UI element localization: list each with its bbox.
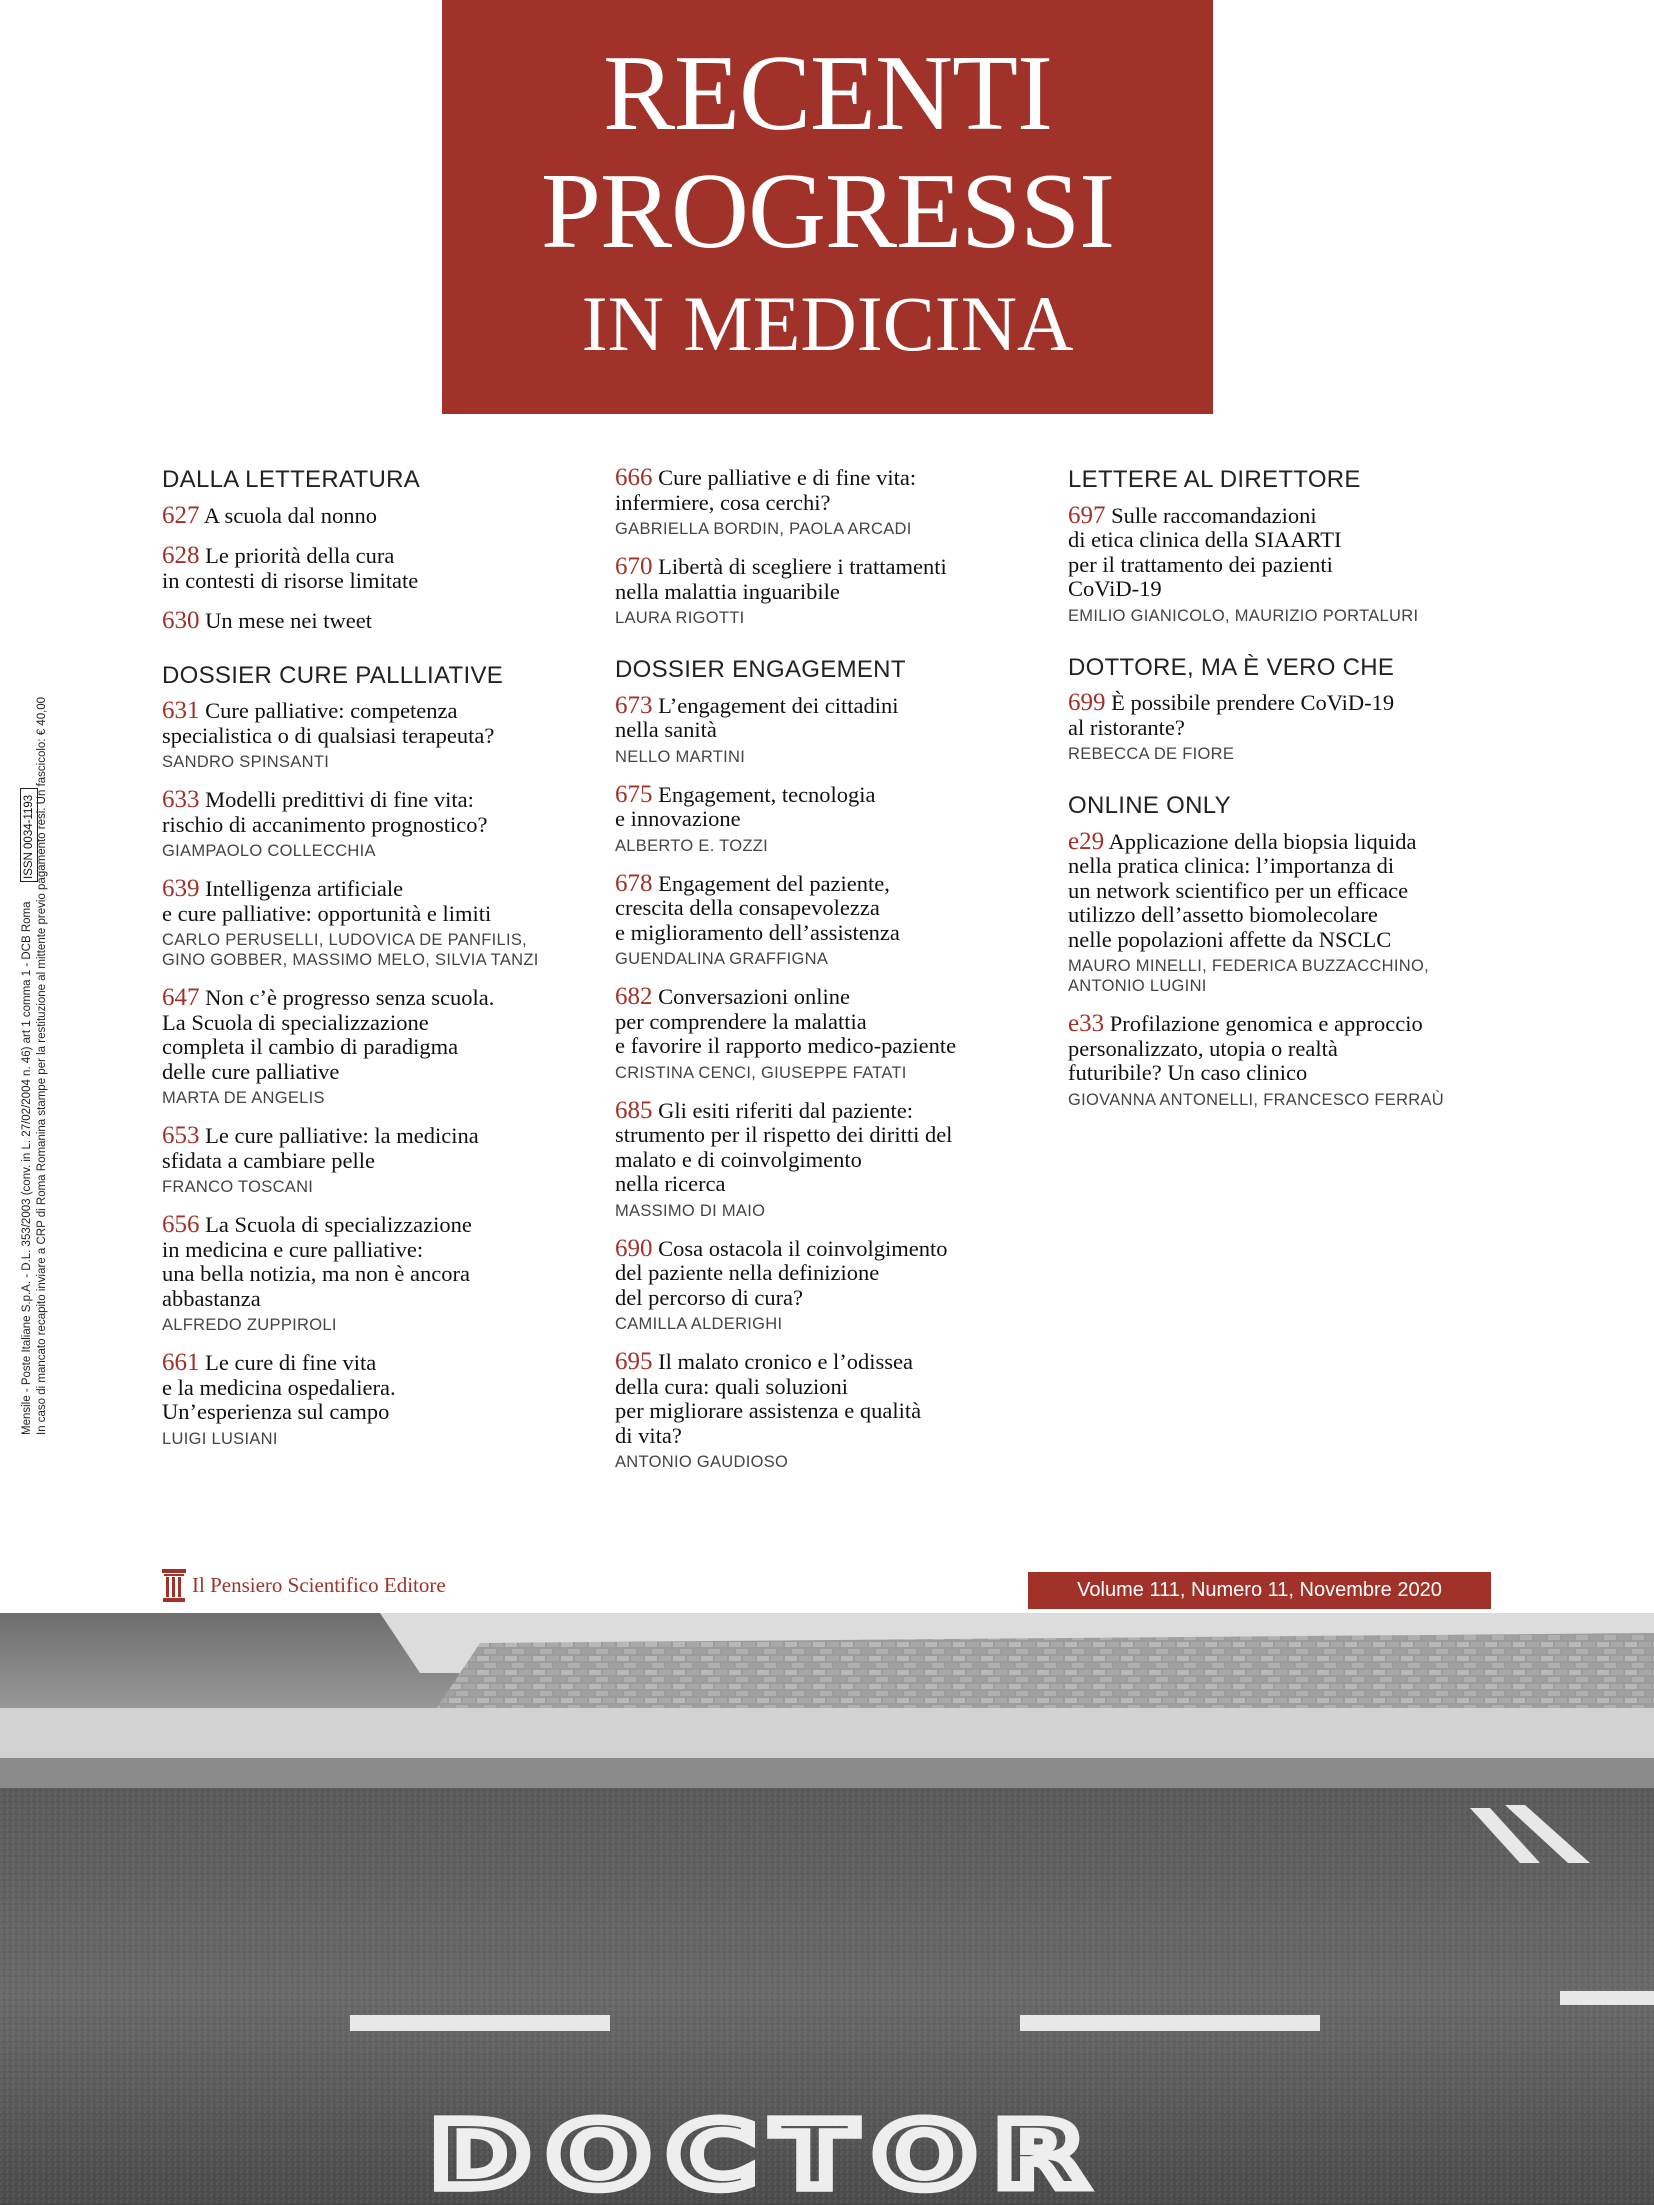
road-photo: [0, 1613, 1654, 2205]
article-title: [162, 1124, 592, 1173]
article-title-line: rischio di accanimento prognostico?: [162, 811, 488, 837]
article-title-line: A scuola dal nonno: [203, 502, 377, 528]
masthead-title-line-1: RECENTI: [603, 34, 1052, 153]
toc-entry[interactable]: [162, 544, 592, 593]
page-number: 675: [615, 780, 653, 808]
article-title-line: una bella notizia, ma non è ancora: [162, 1261, 470, 1287]
page-number: 630: [162, 607, 200, 635]
page-number: 628: [162, 542, 200, 570]
article-title: [615, 780, 1045, 832]
article-authors: LUIGI LUSIANI: [162, 1429, 278, 1448]
article-title: [615, 466, 1045, 515]
toc-entry[interactable]: [1068, 501, 1508, 626]
article-title-line: per comprendere la malattia: [615, 1008, 867, 1034]
issn-label: ISSN 0034-1193: [23, 794, 35, 879]
column-logo-icon: [160, 1565, 188, 1605]
page-number: 653: [162, 1122, 200, 1150]
article-title: [615, 1350, 1045, 1448]
toc-entry[interactable]: [615, 869, 1045, 970]
article-authors: MARTA DE ANGELIS: [162, 1089, 325, 1108]
article-title-line: È possibile prendere CoViD-19: [1111, 690, 1395, 716]
publisher-name: Il Pensiero Scientifico Editore: [192, 1572, 446, 1597]
toc-column-1: [162, 466, 592, 1465]
page-number: 633: [162, 786, 200, 814]
article-authors: ANTONIO LUGINI: [1068, 977, 1207, 996]
masthead-subtitle: IN MEDICINA: [581, 280, 1074, 367]
toc-entry[interactable]: [615, 691, 1045, 767]
article-title-line: specialistica o di qualsiasi terapeuta?: [162, 722, 495, 748]
volume-issue-bar: [1028, 1572, 1491, 1609]
cover-photo: [0, 1613, 1654, 2205]
page-number: 627: [162, 501, 200, 529]
page-number: 631: [162, 697, 200, 725]
article-title-line: in medicina e cure palliative:: [162, 1236, 424, 1262]
masthead-title-line-2: PROGRESSI: [540, 152, 1115, 271]
article-title-line: Intelligenza artificiale: [205, 876, 404, 902]
article-authors: NELLO MARTINI: [615, 747, 746, 766]
article-authors: CARLO PERUSELLI, LUDOVICA DE PANFILIS,: [162, 931, 528, 950]
article-authors: MASSIMO DI MAIO: [615, 1201, 766, 1220]
article-title-line: al ristorante?: [1068, 714, 1185, 740]
article-authors: GIOVANNA ANTONELLI, FRANCESCO FERRAÙ: [1068, 1090, 1445, 1109]
page-number: 647: [162, 984, 200, 1012]
article-title-line: Libertà di scegliere i trattamenti: [658, 554, 947, 579]
toc-entry[interactable]: [162, 699, 592, 772]
article-title-line: futuribile? Un caso clinico: [1068, 1060, 1308, 1086]
article-authors: CRISTINA CENCI, GIUSEPPE FATATI: [615, 1063, 907, 1082]
article-title-line: strumento per il rispetto dei diritti del: [615, 1122, 953, 1148]
article-title-line: e cure palliative: opportunità e limiti: [162, 900, 492, 926]
article-authors: ALBERTO E. TOZZI: [615, 836, 769, 855]
page-number: 661: [162, 1349, 200, 1377]
article-title: [162, 877, 592, 926]
page-number: 699: [1068, 689, 1106, 717]
article-title: [1068, 691, 1508, 740]
article-title-line: CoViD-19: [1068, 576, 1162, 602]
toc-entry[interactable]: [615, 466, 1045, 539]
article-title-line: personalizzato, utopia o realtà: [1068, 1035, 1338, 1061]
article-authors: EMILIO GIANICOLO, MAURIZIO PORTALURI: [1068, 606, 1419, 625]
article-title-line: nelle popolazioni affette da NSCLC: [1068, 926, 1392, 952]
section-heading: LETTERE AL DIRETTORE: [1068, 466, 1361, 493]
article-title-line: Cure palliative: competenza: [205, 698, 458, 724]
toc-entry[interactable]: [615, 1234, 1045, 1335]
article-title-line: di etica clinica della SIAARTI: [1068, 527, 1342, 553]
article-title-line: nella sanità: [615, 717, 717, 743]
section-heading: DOTTORE, MA È VERO CHE: [1068, 653, 1395, 681]
article-title-line: e miglioramento dell’assistenza: [615, 919, 900, 945]
article-title-line: per migliorare assistenza e qualità: [615, 1398, 922, 1424]
toc-entry[interactable]: [615, 1350, 1045, 1472]
article-title-line: La Scuola di specializzazione: [205, 1212, 472, 1238]
toc-entry[interactable]: [615, 1096, 1045, 1221]
article-title-line: nella ricerca: [615, 1171, 726, 1197]
article-authors: LAURA RIGOTTI: [615, 609, 745, 627]
article-authors: GUENDALINA GRAFFIGNA: [615, 950, 829, 969]
article-title-line: nella malattia inguaribile: [615, 578, 840, 604]
article-title: [1068, 501, 1508, 602]
article-title-line: per il trattamento dei pazienti: [1068, 551, 1333, 577]
page-number: 682: [615, 983, 653, 1011]
article-authors: GABRIELLA BORDIN, PAOLA ARCADI: [615, 520, 912, 538]
article-title: [1068, 827, 1508, 953]
article-title: [1068, 1012, 1508, 1086]
article-title-line: del percorso di cura?: [615, 1284, 804, 1310]
toc-entry[interactable]: [162, 609, 592, 634]
article-title-line: in contesti di risorse limitate: [162, 567, 419, 593]
article-title: [615, 555, 1045, 604]
article-title: [162, 699, 592, 748]
article-title-line: Applicazione della biopsia liquida: [1108, 828, 1417, 854]
toc-entry[interactable]: [1068, 827, 1508, 997]
article-title-line: utilizzo dell’assetto biomolecolare: [1068, 902, 1378, 928]
article-title: [162, 1351, 592, 1425]
toc-entry[interactable]: [615, 985, 1045, 1083]
article-authors: MAURO MINELLI, FEDERICA BUZZACCHINO,: [1068, 957, 1430, 976]
article-title-line: crescita della consapevolezza: [615, 895, 880, 921]
article-title-line: Un mese nei tweet: [205, 608, 372, 634]
article-title: [162, 1213, 592, 1311]
page-number: 678: [615, 869, 653, 897]
page-number: 690: [615, 1234, 653, 1262]
article-authors: GINO GOBBER, MASSIMO MELO, SILVIA TANZI: [162, 951, 539, 970]
toc-entry[interactable]: [162, 1351, 592, 1449]
article-title-line: Cure palliative e di fine vita:: [658, 465, 917, 490]
article-authors: REBECCA DE FIORE: [1068, 745, 1235, 764]
article-title-line: Cosa ostacola il coinvolgimento: [658, 1235, 948, 1261]
road-text: DOCTOR: [430, 2104, 1104, 2205]
article-title-line: sfidata a cambiare pelle: [162, 1147, 376, 1173]
page-number: 685: [615, 1096, 653, 1124]
article-authors: CAMILLA ALDERIGHI: [615, 1315, 783, 1334]
toc-entry[interactable]: [162, 788, 592, 861]
section-heading: ONLINE ONLY: [1068, 792, 1231, 820]
article-title-line: Gli esiti riferiti dal paziente:: [658, 1097, 914, 1123]
article-title-line: infermiere, cosa cerchi?: [615, 489, 831, 515]
toc-entry[interactable]: [162, 501, 592, 529]
section-heading: DOSSIER ENGAGEMENT: [615, 656, 906, 683]
issn-box: [20, 788, 38, 882]
page-number: 639: [162, 875, 200, 903]
volume-issue-text: Volume 111, Numero 11, Novembre 2020: [1077, 1579, 1442, 1601]
article-title: [615, 869, 1045, 946]
toc-entry[interactable]: [615, 555, 1045, 628]
page-number: 697: [1068, 501, 1106, 529]
toc-entry[interactable]: [162, 1124, 592, 1197]
page-number: 695: [615, 1348, 653, 1376]
article-title-line: Le priorità della cura: [205, 543, 395, 569]
article-title-line: abbastanza: [162, 1285, 261, 1311]
article-title: [615, 985, 1045, 1059]
page-number: 670: [615, 553, 653, 580]
article-title-line: Profilazione genomica e approccio: [1109, 1011, 1423, 1037]
toc-entry[interactable]: [162, 986, 592, 1108]
article-title: [162, 788, 592, 837]
toc-entry[interactable]: [1068, 1012, 1508, 1110]
article-authors: GIAMPAOLO COLLECCHIA: [162, 842, 376, 861]
section-heading: DOSSIER CURE PALLLIATIVE: [162, 661, 504, 689]
article-title-line: nella pratica clinica: l’importanza di: [1068, 853, 1395, 879]
article-title: [615, 1234, 1045, 1311]
article-title-line: Engagement, tecnologia: [658, 781, 876, 807]
toc-entry[interactable]: [162, 877, 592, 970]
article-title-line: Sulle raccomandazioni: [1111, 502, 1317, 528]
publisher: [160, 1565, 446, 1605]
article-title-line: Non c’è progresso senza scuola.: [205, 985, 495, 1011]
article-title-line: La Scuola di specializzazione: [162, 1009, 429, 1035]
article-authors: ANTONIO GAUDIOSO: [615, 1453, 789, 1472]
article-title: [162, 544, 592, 593]
toc-entry[interactable]: [1068, 691, 1508, 764]
article-title-line: del paziente nella definizione: [615, 1260, 880, 1286]
article-title-line: Conversazioni online: [658, 984, 850, 1010]
article-authors: ALFREDO ZUPPIROLI: [162, 1316, 337, 1335]
article-title-line: Il malato cronico e l’odissea: [658, 1349, 914, 1375]
page-number: 666: [615, 464, 653, 491]
masthead: [442, 0, 1213, 414]
article-title-line: un network scientifico per un efficace: [1068, 877, 1409, 903]
article-title-line: Le cure palliative: la medicina: [205, 1123, 479, 1149]
postal-line-2: In caso di mancato recapito inviare a CRP di Roma Romanina stampe per la restituzione al mittente previo pagamento resi. Un fascicolo: € 40,00: [36, 696, 48, 1435]
article-title: [162, 986, 592, 1084]
article-title-line: completa il cambio di paradigma: [162, 1034, 459, 1060]
article-authors: SANDRO SPINSANTI: [162, 753, 330, 772]
article-title: [162, 501, 592, 529]
article-title-line: Modelli predittivi di fine vita:: [205, 787, 474, 813]
article-title-line: di vita?: [615, 1422, 682, 1448]
article-title-line: Un’esperienza sul campo: [162, 1399, 390, 1425]
article-title-line: della cura: quali soluzioni: [615, 1373, 849, 1399]
toc-entry[interactable]: [162, 1213, 592, 1335]
page-number: e33: [1068, 1010, 1105, 1038]
toc-column-2: [615, 466, 1045, 1488]
article-title-line: e la medicina ospedaliera.: [162, 1374, 396, 1400]
article-title-line: L’engagement dei cittadini: [658, 692, 899, 718]
toc-entry[interactable]: [615, 780, 1045, 856]
article-title-line: delle cure palliative: [162, 1058, 340, 1084]
section-heading: DALLA LETTERATURA: [162, 466, 421, 493]
article-title-line: Le cure di fine vita: [205, 1350, 377, 1376]
page-number: 673: [615, 691, 653, 719]
article-title: [615, 1096, 1045, 1197]
article-authors: FRANCO TOSCANI: [162, 1178, 314, 1197]
toc-column-3: [1068, 466, 1508, 1126]
postal-line-1: Mensile - Poste Italiane S.p.A. - D.L. 353/2003 (conv. in L. 27/02/2004 n. 46) art 1 comma 1 - DCB Roma: [21, 901, 33, 1435]
page-number: e29: [1068, 827, 1105, 855]
article-title: [162, 609, 592, 634]
article-title-line: Engagement del paziente,: [658, 870, 890, 896]
article-title-line: e innovazione: [615, 806, 741, 832]
article-title-line: e favorire il rapporto medico-paziente: [615, 1033, 957, 1059]
article-title: [615, 691, 1045, 743]
page-number: 656: [162, 1211, 200, 1239]
article-title-line: malato e di coinvolgimento: [615, 1146, 862, 1172]
